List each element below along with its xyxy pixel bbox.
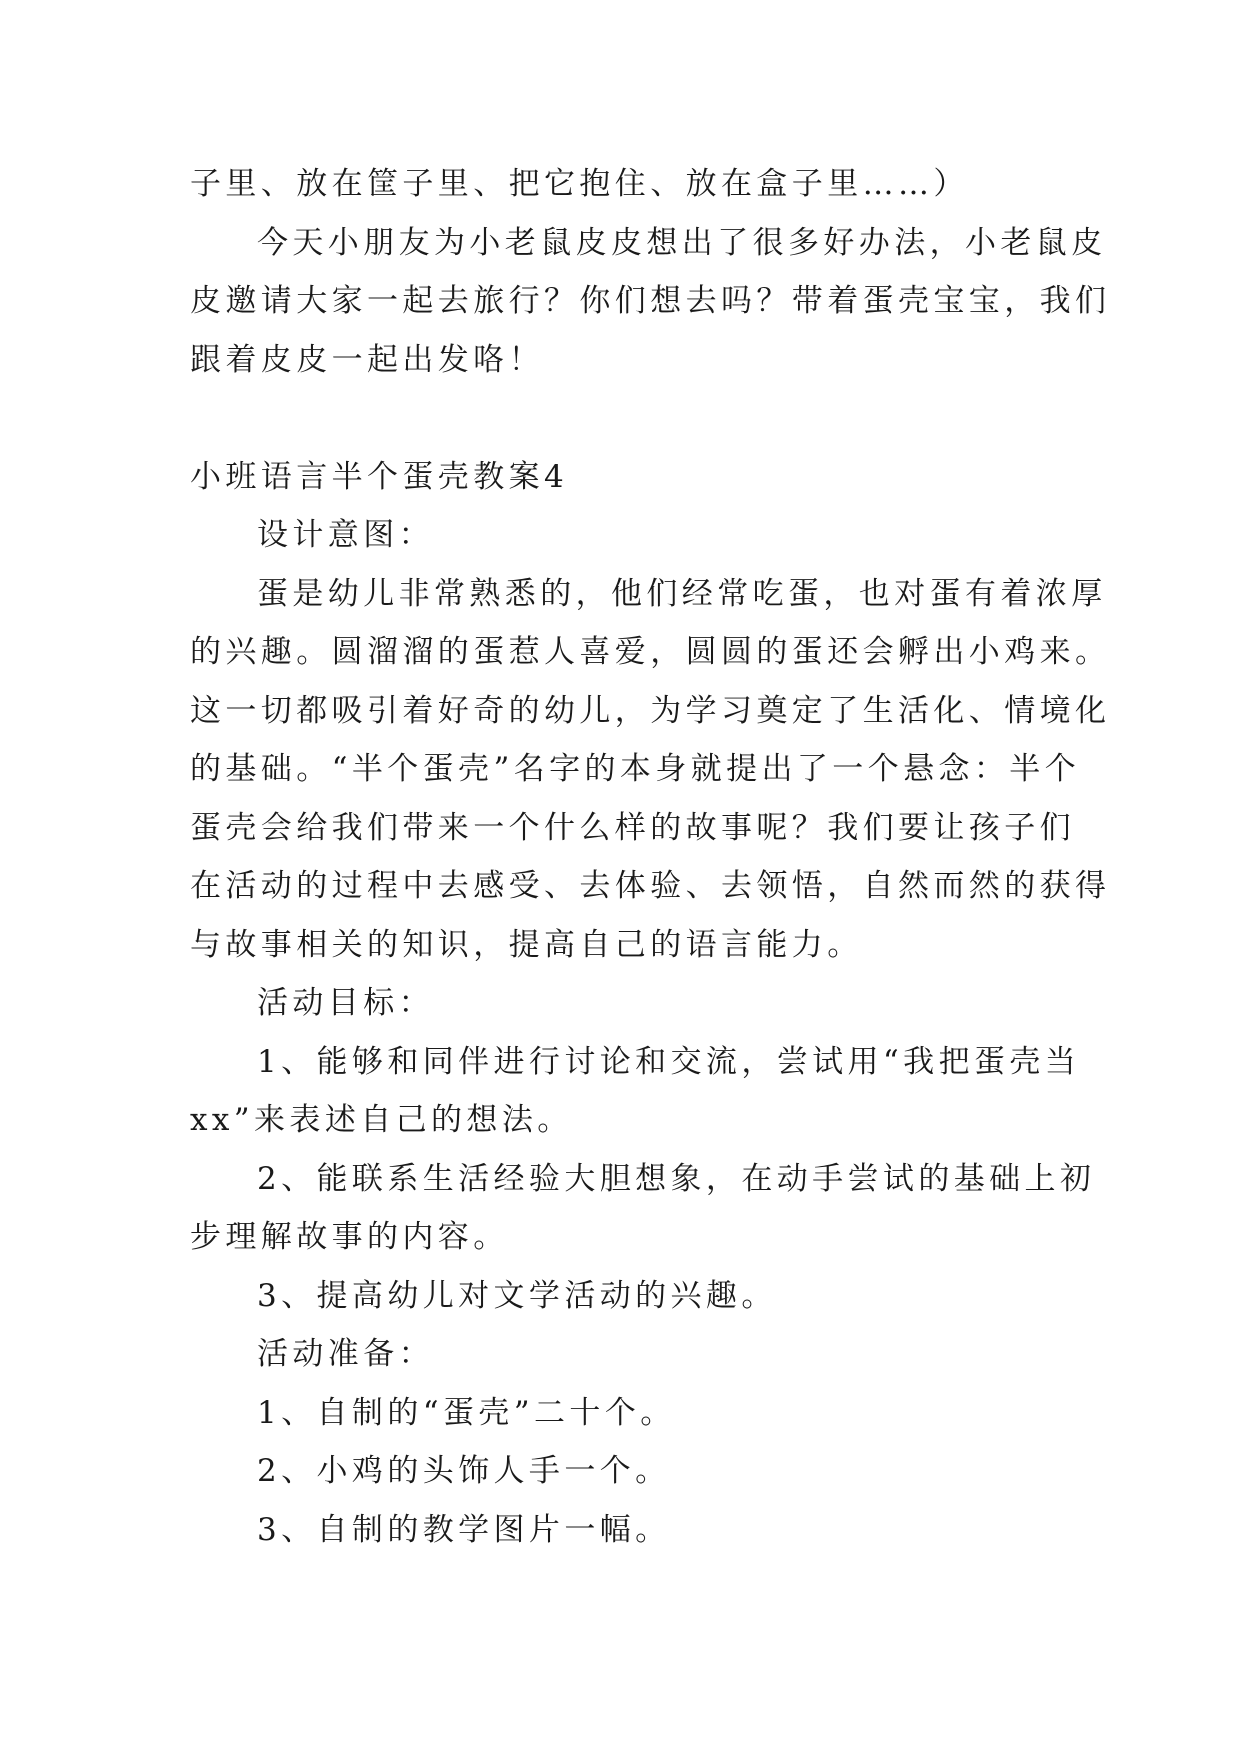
text-line: 蛋壳会给我们带来一个什么样的故事呢？我们要让孩子们 <box>190 809 1075 846</box>
paragraph-gap <box>190 389 1070 448</box>
list-item: 2、小鸡的头饰人手一个。 <box>257 1453 671 1489</box>
list-item: 3、自制的教学图片一幅。 <box>257 1511 671 1548</box>
subheading: 活动准备： <box>257 1336 434 1372</box>
text-line: xx”来表述自己的想法。 <box>190 1102 573 1138</box>
list-item: 1、能够和同伴进行讨论和交流，尝试用“我把蛋壳当 <box>257 1043 1081 1080</box>
list-item: 1、自制的“蛋壳”二十个。 <box>257 1394 676 1431</box>
section-title: 小班语言半个蛋壳教案4 <box>190 458 569 495</box>
text-line: 跟着皮皮一起出发咯！ <box>190 341 544 378</box>
list-item: 2、能联系生活经验大胆想象，在动手尝试的基础上初 <box>257 1160 1096 1197</box>
document-body <box>190 155 1111 1559</box>
text-line: 蛋是幼儿非常熟悉的，他们经常吃蛋，也对蛋有着浓厚 <box>257 575 1107 612</box>
subheading: 设计意图： <box>257 517 434 553</box>
text-line: 与故事相关的知识，提高自己的语言能力。 <box>190 926 863 963</box>
list-item: 3、提高幼儿对文学活动的兴趣。 <box>257 1277 777 1314</box>
subheading: 活动目标： <box>257 985 434 1021</box>
text-line: 在活动的过程中去感受、去体验、去领悟，自然而然的获得 <box>190 868 1111 904</box>
text-line: 的基础。“半个蛋壳”名字的本身就提出了一个悬念：半个 <box>190 751 1081 787</box>
text-line: 子里、放在筐子里、把它抱住、放在盒子里……） <box>190 166 969 202</box>
text-line: 步理解故事的内容。 <box>190 1219 509 1255</box>
text-line: 这一切都吸引着好奇的幼儿，为学习奠定了生活化、情境化 <box>190 692 1111 729</box>
text-line: 今天小朋友为小老鼠皮皮想出了很多好办法，小老鼠皮 <box>257 224 1107 261</box>
text-line: 皮邀请大家一起去旅行？你们想去吗？带着蛋壳宝宝，我们 <box>190 283 1111 319</box>
text-line: 的兴趣。圆溜溜的蛋惹人喜爱，圆圆的蛋还会孵出小鸡来。 <box>190 634 1111 670</box>
